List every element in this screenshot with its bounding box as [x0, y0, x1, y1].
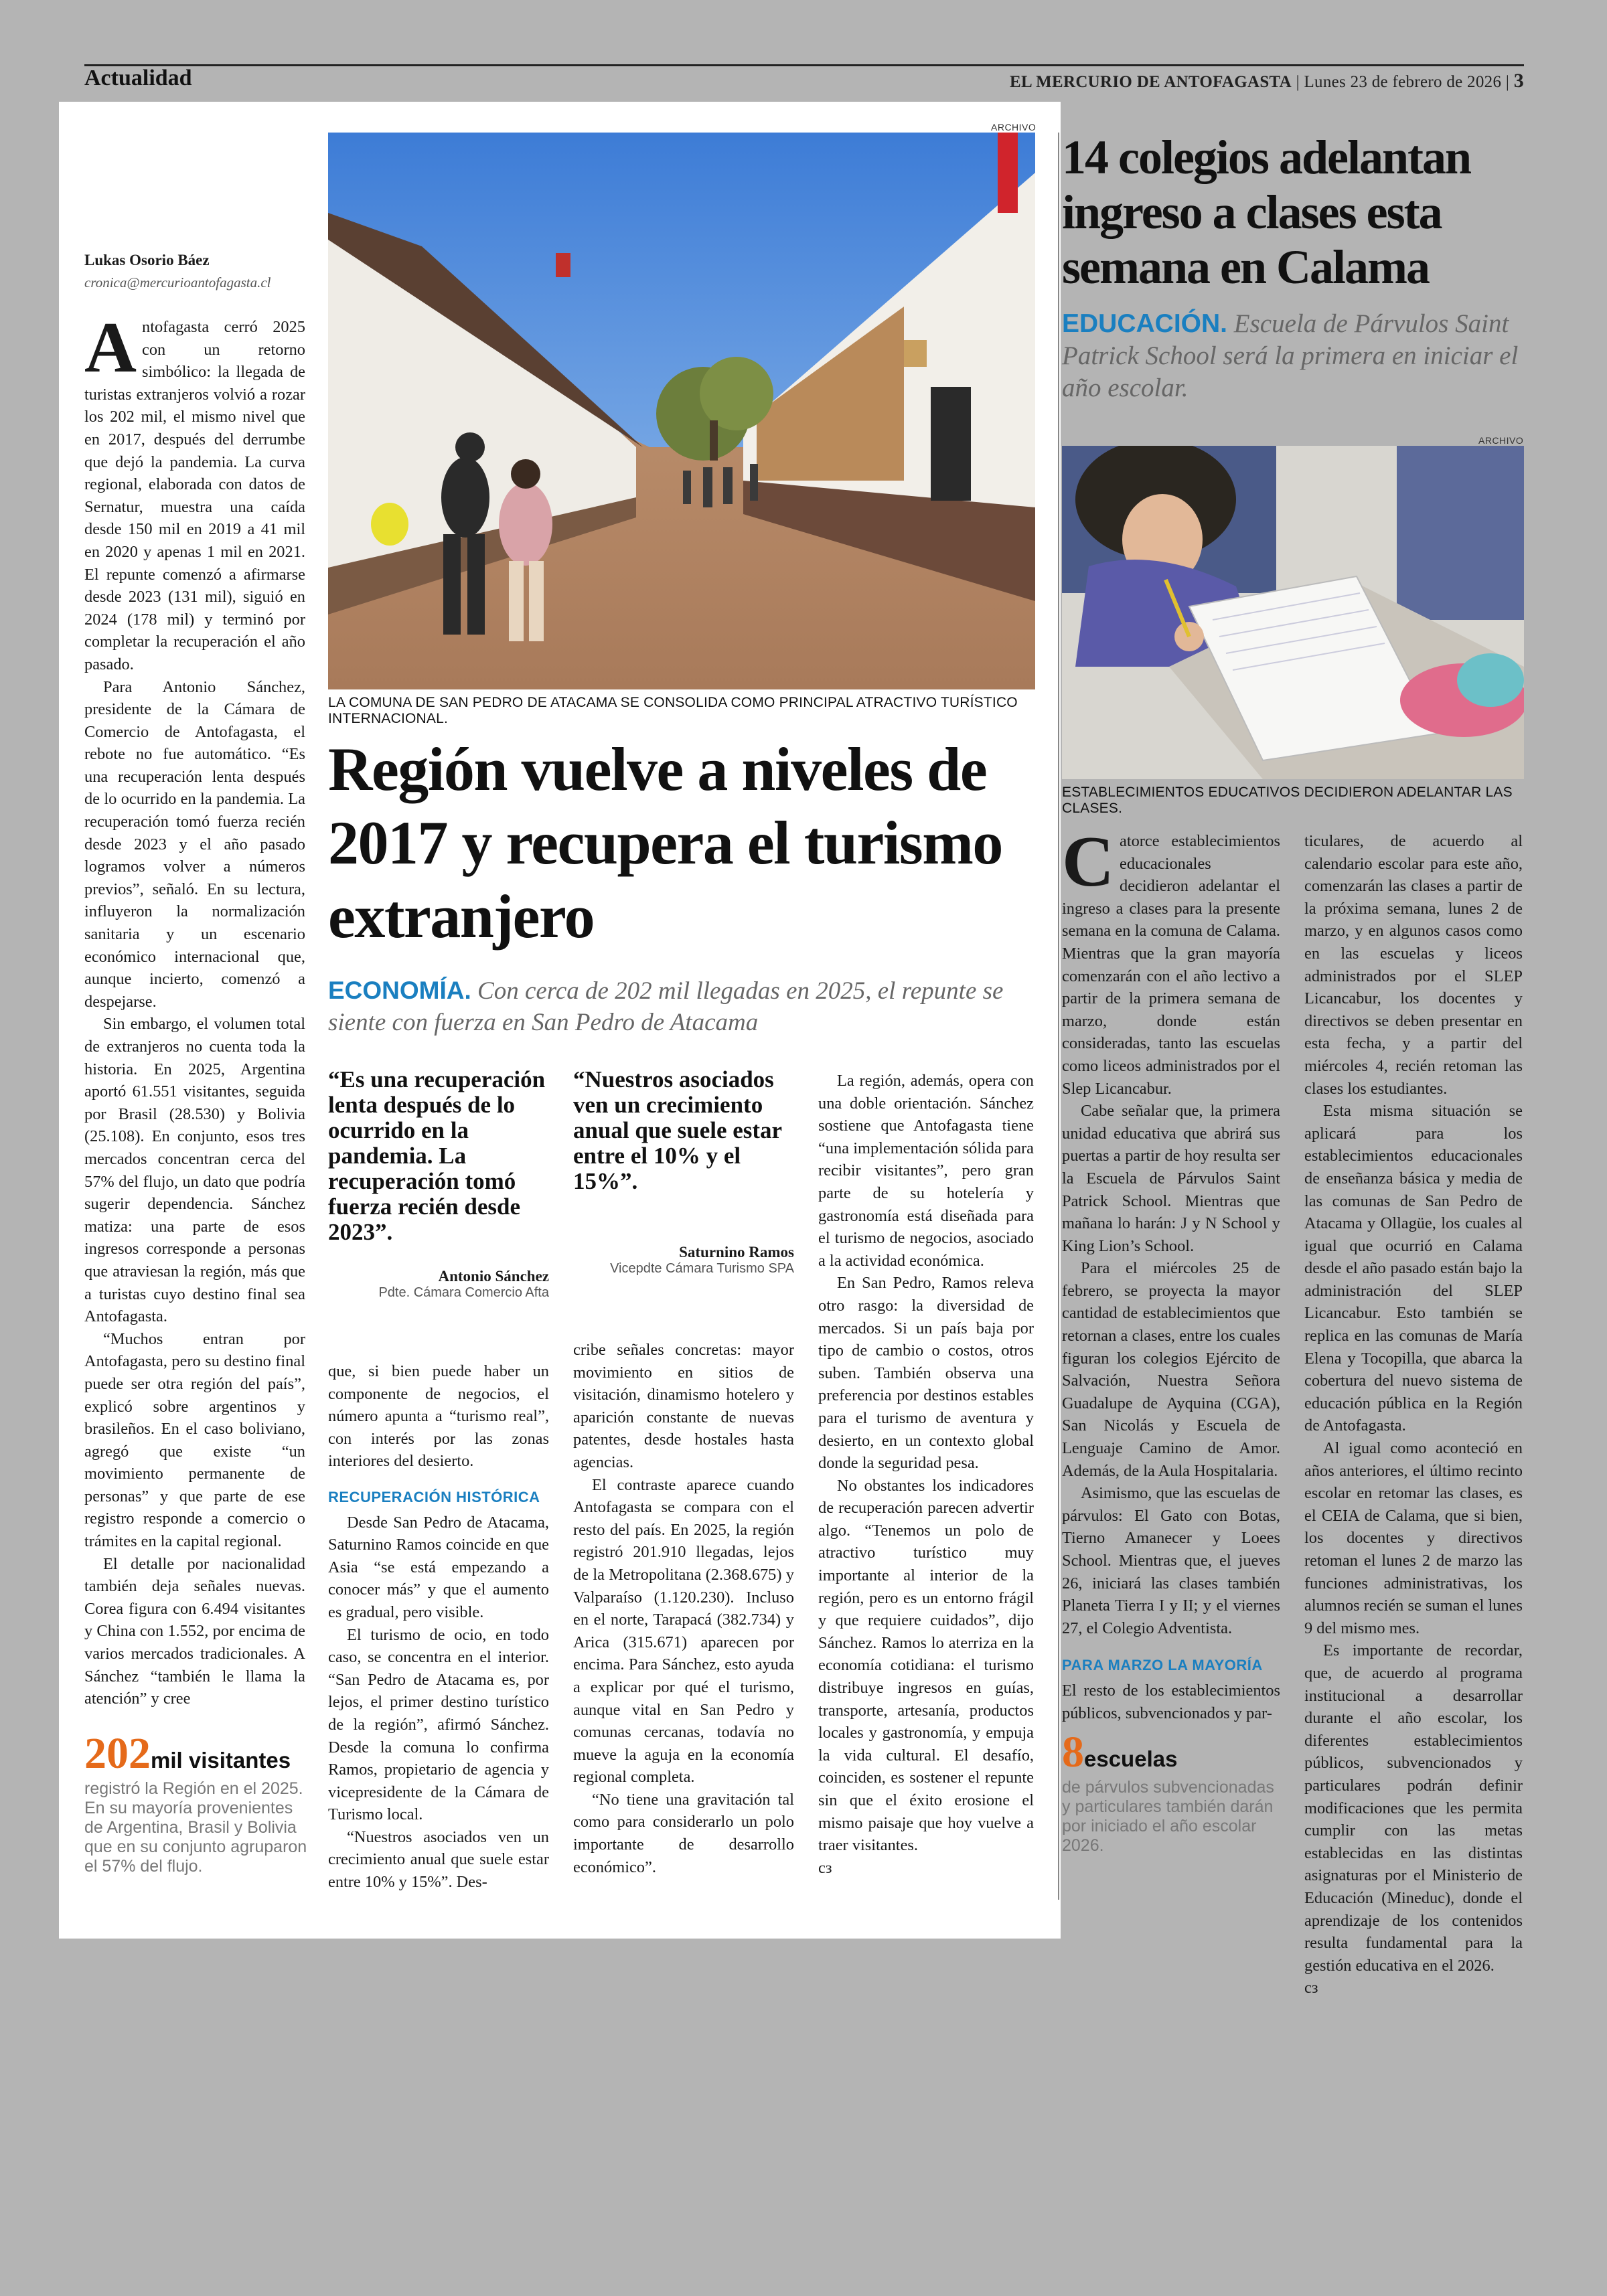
main-headline: Región vuelve a niveles de 2017 y recupera el turismo extranjero — [328, 735, 1002, 951]
separator: | — [1296, 73, 1304, 91]
san-pedro-street-photo — [328, 133, 1035, 689]
end-mark: cз — [1304, 1979, 1318, 1997]
pull-quote-role: Pdte. Cámara Comercio Afta — [378, 1285, 549, 1300]
masthead — [1010, 70, 1524, 92]
stat-number: 202 — [84, 1729, 151, 1778]
header-rule — [84, 64, 1524, 66]
paragraph: Desde San Pedro de Atacama, Saturnino Ramos coincide en que Asia “se está empezando a conocer más” y que el aumento es gradual, pero visible. — [328, 1513, 549, 1621]
paragraph: La región, además, opera con una doble orientación. Sánchez sostiene que Antofagasta tiene “una implementación sólida para recibir visitantes”, pero gran parte de su hotelería y gastronomía está diseñada para el turismo de negocios, asociado a la actividad económica. — [818, 1072, 1034, 1270]
dropcap: C — [1062, 822, 1114, 902]
byline-author: Lukas Osorio Báez — [84, 252, 210, 268]
pull-quote-text: “Es una recuperación lenta después de lo ocurrido en la pandemia. La recuperación tomó fuerza recién desde 2023”. — [328, 1066, 546, 1245]
stat-text: registró la Región en el 2025. En su mayoría provenientes de Argentina, Brasil y Bolivia que en su conjunto agruparon el 57% del flujo. — [84, 1779, 307, 1876]
paragraph: ticulares, de acuerdo al calendario escolar para este año, comenzarán las clases a partir de la próxima semana, lunes 2 de marzo, y en algunos casos como en las escuelas y liceos administrados por el SLEP Licancabur, los docentes y directivos se deben presentar en esta fecha, y a partir del miércoles 4, recién retoman las clases los estudiantes. — [1304, 832, 1523, 1098]
side-stat-box — [1062, 1727, 1283, 1856]
paragraph: Asimismo, que las escuelas de párvulos: El Gato con Botas, Tierno Amanecer y Loees School. Mientras que, el jueves 26, iniciará las clases también Planeta Tierra I y II; y el viernes 27, el Colegio Adventista. — [1062, 1484, 1280, 1637]
student-writing-photo — [1062, 446, 1524, 779]
street-scene-illustration — [328, 133, 1035, 689]
paragraph: “No tiene una gravitación tal como para considerarlo un polo importante de desarrollo económico”. — [573, 1790, 794, 1876]
paper-name: EL MERCURIO DE ANTOFAGASTA — [1009, 73, 1292, 91]
page-number: 3 — [1513, 70, 1524, 92]
pull-quote-name: Antonio Sánchez — [438, 1268, 549, 1285]
column-rule — [1058, 133, 1059, 1900]
main-photo-caption: LA COMUNA DE SAN PEDRO DE ATACAMA SE CONSOLIDA COMO PRINCIPAL ATRACTIVO TURÍSTICO INTERNACIONAL. — [328, 695, 1018, 726]
section-name: Actualidad — [84, 66, 192, 90]
pull-quote-name: Saturnino Ramos — [679, 1244, 794, 1260]
main-kicker: ECONOMÍA. — [328, 977, 471, 1004]
main-photo-credit: ARCHIVO — [991, 122, 1037, 133]
stat-unit: escuelas — [1084, 1746, 1178, 1771]
main-column-4 — [818, 1070, 1034, 1879]
classroom-illustration — [1062, 446, 1524, 779]
paragraph: cribe señales concretas: mayor movimiento en sitios de visitación, dinamismo hotelero y aparición constante de nuevas patentes, desde hostales hasta agencias. — [573, 1341, 794, 1471]
paragraph: que, si bien puede haber un componente de negocios, el número apunta a “turismo real”, con interés por las zonas interiores del desierto. — [328, 1362, 549, 1471]
paragraph: Esta misma situación se aplicará para los establecimientos educacionales de enseñanza básica y media de las comunas de San Pedro de Atacama y Ollagüe, los cuales al igual que ocurrió en Calama desde el año pasado están bajo la administración del SLEP Licancabur. Esto también se replica en las comunas de María Elena y Tocopilla, que abarca la cobertura del nuevo sistema de educación pública en la Región de Antofagasta. — [1304, 1102, 1523, 1435]
side-column-2 — [1304, 830, 1523, 1999]
paragraph: El contraste aparece cuando Antofagasta se compara con el resto del país. En 2025, la región registró 201.910 llegadas, lejos de la Metropolitana (2.368.675) y Valparaíso (1.120.230). Incluso en el norte, Tarapacá (382.734) y Arica (315.671) aparecen por encima. Para Sánchez, esto ayuda a explicar por qué el turismo, aunque vital en San Pedro y comunas cercanas, todavía no mueve la aguja en la economía regional completa. — [573, 1475, 794, 1787]
pull-quote-ramos — [573, 1067, 794, 1277]
side-column-1 — [1062, 822, 1280, 1724]
main-deck — [328, 975, 1038, 1038]
pull-quote-sanchez — [328, 1067, 549, 1301]
side-deck — [1062, 308, 1524, 404]
paragraph: Para Antonio Sánchez, presidente de la Cámara de Comercio de Antofagasta, el rebote no fue automático. “Es una recuperación lenta después de lo ocurrido en la pandemia. La recuperación tomó fuerza recién desde 2023 y el año pasado logramos volver a números previos”, señaló. En su lectura, influyeron la normalización sanitaria y un escenario económico internacional que, aunque incierto, comenzó a despejarse. — [84, 677, 305, 1011]
side-photo-caption: ESTABLECIMIENTOS EDUCATIVOS DECIDIERON ADELANTAR LAS CLASES. — [1062, 785, 1513, 816]
stat-number: 8 — [1062, 1728, 1084, 1777]
main-column-3 — [573, 1339, 794, 1878]
paragraph: “Muchos entran por Antofagasta, pero su destino final puede ser otra región del país”, explicó sobre argentinos y brasileños. En el caso boliviano, agregó que existe “un movimiento permanente de personas” y que parte de ese registro responde a comercio o trámites en la capital regional. — [84, 1329, 305, 1551]
paragraph: No obstantes los indicadores de recuperación parecen advertir algo. “Tenemos un polo de atractivo turístico muy importante al interior de la región, pero es un entorno frágil y que requiere cuidados”, dijo Sánchez. Ramos lo aterriza en la economía cotidiana: el turismo distribuye ingresos en guías, transporte, artesanía, productos locales y gastronomía, y empuja la vida cultural. El desafío, coinciden, es sostener el repunte sin que el éxito erosione el mismo paisaje que hoy vuelve a traer visitantes. — [818, 1476, 1034, 1855]
stat-unit: mil visitantes — [151, 1748, 291, 1773]
side-photo-credit: ARCHIVO — [1478, 435, 1524, 446]
subhead-recuperacion: RECUPERACIÓN HISTÓRICA — [328, 1488, 540, 1505]
paragraph: Cabe señalar que, la primera unidad educativa que abrirá sus puertas a partir de hoy resulta ser la Escuela de Párvulos Saint Patrick School. Mientras que mañana lo harán: J y N School y King Lion’s School. — [1062, 1102, 1280, 1255]
side-headline: 14 colegios adelantan ingreso a clases esta semana en Calama — [1062, 131, 1471, 294]
pull-quote-role: Vicepdte Cámara Turismo SPA — [610, 1261, 794, 1276]
paragraph: atorce establecimientos educacionales decidieron adelantar el ingreso a clases para la presente semana en la comuna de Calama. Mientras que la gran mayoría comenzarán con el año lectivo a partir de la primera semana de marzo, donde están consideradas, tanto las escuelas como liceos administrados por el Slep Licancabur. — [1062, 832, 1280, 1098]
paragraph: El turismo de ocio, en todo caso, se concentra en el interior. “San Pedro de Atacama es, por lejos, el primer destino turístico de la región”, afirmó Sánchez. Desde la comuna lo confirma Ramos, propietario de agencia y vicepresidente de la Cámara de Turismo local. — [328, 1625, 549, 1824]
paragraph: En San Pedro, Ramos releva otro rasgo: la diversidad de mercados. Si un país baja por tipo de cambio o costos, otros suben. También observa una preferencia por destinos estables para el turismo de aventura y desierto, en un contexto global donde la seguridad pesa. — [818, 1274, 1034, 1473]
paragraph: El detalle por nacionalidad también deja señales nuevas. Corea figura con 6.494 visitantes y China con 1.552, por encima de varios mercados tradicionales. A Sánchez “también le llama la atención” y cree — [84, 1554, 305, 1708]
main-deck-text: Con cerca de 202 mil llegadas en 2025, el repunte se siente con fuerza en San Pedro de Atacama — [328, 977, 1004, 1036]
side-deck-text: Escuela de Párvulos Saint Patrick School será la primera en iniciar el año escolar. — [1062, 309, 1519, 402]
stat-box — [84, 1728, 312, 1876]
paragraph: Es importante de recordar, que, de acuerdo al programa institucional a desarrollar durante el año escolar, los diferentes establecimientos públicos, subvencionados y particulares podrán definir modificaciones que les permita cumplir con las metas establecidas en las distintas asignaturas por el Ministerio de Educación (Mineduc), donde el aprendizaje de los contenidos resulta fundamental para la gestión educativa en el 2026. — [1304, 1641, 1523, 1975]
paragraph: “Nuestros asociados ven un crecimiento anual que suele estar entre 10% y 15%”. Des- — [328, 1827, 549, 1892]
paragraph: Para el miércoles 25 de febrero, se proyecta la mayor cantidad de establecimientos que retornan a clases, entre los cuales figuran los colegios Ejército de Salvación, Nuestra Señora Guadalupe de Ayquina (CGA), San Nicolás y Escuela de Lenguaje Camino de Amor. Además, de la Aula Hospitalaria. — [1062, 1259, 1280, 1480]
paragraph: Al igual como aconteció en años anteriores, el último recinto escolar en retomar las clases, es el CEIA de Calama, que si bien, los docentes y directivos retoman el lunes 2 de marzo las funciones administrativas, los alumnos recién se suman el lunes 9 del mismo mes. — [1304, 1439, 1523, 1637]
pull-quote-text: “Nuestros asociados ven un crecimiento anual que suele estar entre el 10% y el 15%”. — [573, 1066, 782, 1194]
subhead-marzo: PARA MARZO LA MAYORÍA — [1062, 1657, 1263, 1674]
paragraph: El resto de los establecimientos públicos, subvencionados y par- — [1062, 1681, 1280, 1722]
issue-date: Lunes 23 de febrero de 2026 — [1304, 73, 1502, 91]
separator: | — [1505, 73, 1514, 91]
end-mark: cз — [818, 1858, 832, 1877]
paragraph: Sin embargo, el volumen total de extranjeros no cuenta toda la historia. En 2025, Argentina aportó 61.551 visitantes, seguida por Brasil (28.530) y Bolivia (25.108). En conjunto, esos tres mercados concentran cerca del 57% del flujo, un dato que podría sugerir dependencia. Sánchez matiza: una parte de esos ingresos corresponde a personas que atraviesan la región, más que a turistas cuyo destino final sea Antofagasta. — [84, 1015, 305, 1326]
byline-email: cronica@mercurioantofagasta.cl — [84, 274, 271, 291]
stat-text: de párvulos subvencionadas y particulares también darán por iniciado el año escolar 2026. — [1062, 1778, 1274, 1855]
side-kicker: EDUCACIÓN. — [1062, 309, 1228, 338]
paragraph: ntofagasta cerró 2025 con un retorno simbólico: la llegada de turistas extranjeros volvió a rozar los 202 mil, el mismo nivel que en 2017, después del derrumbe que dejó la pandemia. La curva regional, elaborada con datos de Sernatur, muestra una caída desde 150 mil en 2019 a 41 mil en 2020 y apenas 1 mil en 2021. El repunte comenzó a afirmarse desde 2023 (131 mil), siguió en 2024 (178 mil) y terminó por completar la recuperación el año pasado. — [84, 318, 305, 673]
main-column-2 — [328, 1360, 549, 1894]
dropcap: A — [84, 308, 137, 388]
main-column-1 — [84, 308, 305, 1710]
